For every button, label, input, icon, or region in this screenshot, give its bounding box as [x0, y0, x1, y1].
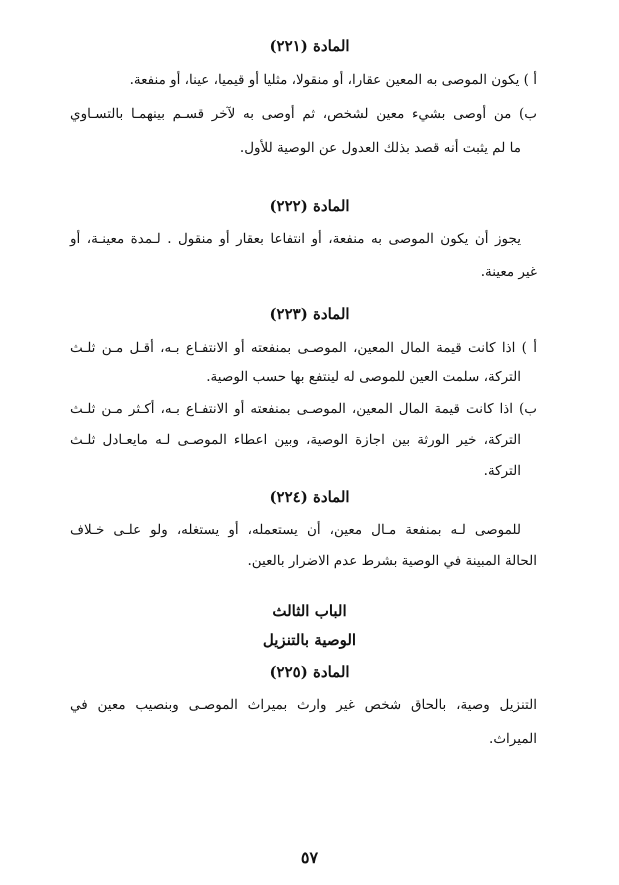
article-222-heading: المادة (٢٢٢) [269, 197, 350, 215]
article-221-heading: المادة (٢٢١) [269, 37, 350, 55]
chapter-subtitle: الوصية بالتنزيل [262, 631, 357, 649]
article-223-line-1: أ ) اذا كانت قيمة المال المعين، الموصـى بمنفعته أو الانتفـاع بـه، أقـل مـن ثلـث [70, 340, 537, 356]
article-223-line-4: التركة، خير الورثة بين اجازة الوصية، وبين اعطاء الموصـى لـه مايعـادل ثلـث [70, 432, 521, 448]
article-223-line-5: التركة. [483, 463, 521, 479]
article-221-line-1: أ ) يكون الموصى به المعين عقارا، أو منقولا، مثليا أو قيميا، عينا، أو منفعة. [129, 72, 537, 88]
chapter-title: الباب الثالث [272, 602, 347, 620]
article-221-line-3: ما لم يثبت أنه قصد بذلك العدول عن الوصية للأول. [239, 140, 521, 156]
article-224-heading: المادة (٢٢٤) [269, 488, 350, 506]
article-225-line-2: الميراث. [489, 731, 537, 747]
page-number: ٥٧ [300, 848, 319, 867]
article-225-line-1: التنزيل وصية، بالحاق شخص غير وارث بميراث الموصـى وبنصيب معين في [70, 697, 537, 713]
article-222-line-1: يجوز أن يكون الموصى به منفعة، أو انتفاعا بعقار أو منقول . لـمدة معينـة، أو [70, 231, 521, 247]
article-224-line-1: للموصى لـه بمنفعة مـال معين، أن يستعمله، أو يستغله، ولو علـى خـلاف [70, 522, 521, 538]
article-223-line-2: التركة، سلمت العين للموصى له لينتفع بها حسب الوصية. [206, 369, 521, 385]
article-221-line-2: ب) من أوصى بشيء معين لشخص، ثم أوصى به لآخر قسـم بينهمـا بالتسـاوي [70, 106, 537, 122]
article-223-line-3: ب) اذا كانت قيمة المال المعين، الموصـى بمنفعته أو الانتفـاع بـه، أكـثر مـن ثلـث [70, 401, 537, 417]
article-224-line-2: الحالة المبينة في الوصية بشرط عدم الاضرار بالعين. [247, 553, 537, 569]
article-222-line-2: غير معينة. [480, 264, 537, 280]
article-223-heading: المادة (٢٢٣) [269, 305, 350, 323]
article-225-heading: المادة (٢٢٥) [269, 663, 350, 681]
